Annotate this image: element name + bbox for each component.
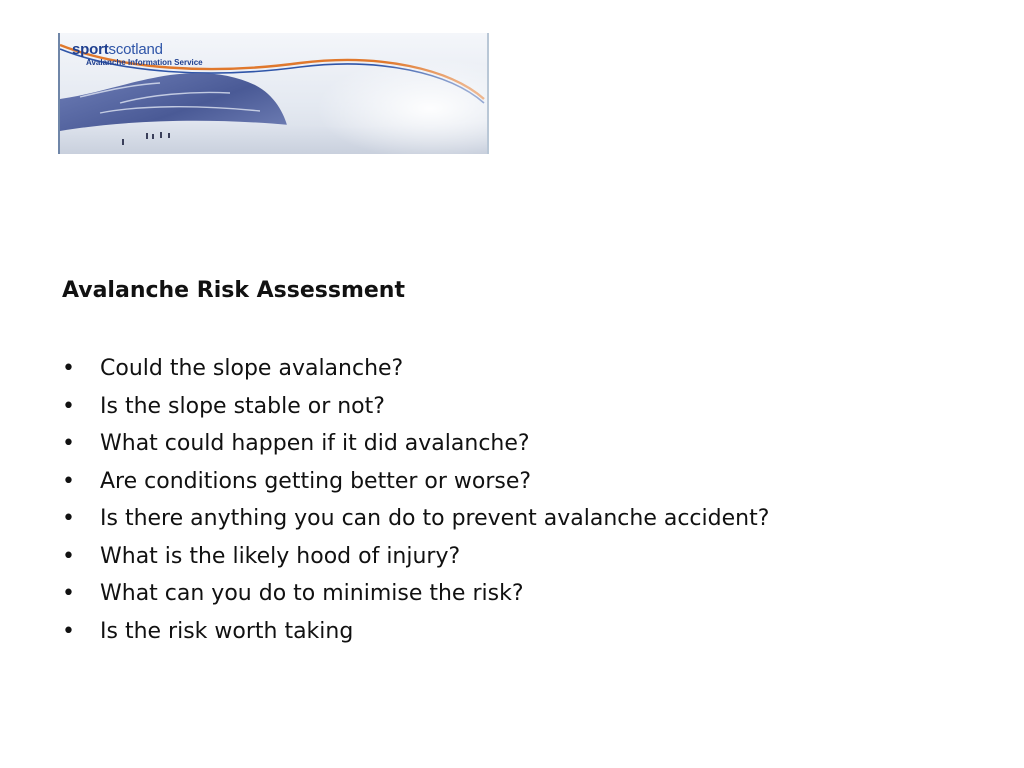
bullet-text: Is there anything you can do to prevent avalanche accident? <box>100 506 770 531</box>
bullet-icon: • <box>62 543 75 569</box>
bullet-item <box>62 575 962 613</box>
bullet-item <box>62 538 962 576</box>
logo-sport-text: sport <box>72 41 109 58</box>
bullet-item <box>62 425 962 463</box>
slide-body <box>62 276 962 650</box>
sportscotland-banner <box>58 33 489 154</box>
bullet-text: Could the slope avalanche? <box>100 356 404 381</box>
bullet-item <box>62 500 962 538</box>
bullet-icon: • <box>62 393 75 419</box>
bullet-icon: • <box>62 581 75 606</box>
bullet-item <box>62 463 962 501</box>
bullet-text: What is the likely hood of injury? <box>100 543 461 569</box>
bullet-text: Is the risk worth taking <box>100 618 354 644</box>
logo-scotland-text: scotland <box>108 41 163 58</box>
bullet-text: What could happen if it did avalanche? <box>100 431 530 456</box>
logo-wordmark <box>72 41 163 58</box>
bullet-list <box>62 350 962 650</box>
bullet-item <box>62 388 962 426</box>
bullet-text: Are conditions getting better or worse? <box>100 468 532 494</box>
bullet-icon: • <box>62 506 75 531</box>
bullet-icon: • <box>62 468 75 494</box>
bullet-text: What can you do to minimise the risk? <box>100 581 524 606</box>
bullet-icon: • <box>62 431 75 456</box>
slide-title: Avalanche Risk Assessment <box>62 278 405 303</box>
bullet-item <box>62 350 962 388</box>
bullet-item <box>62 613 962 651</box>
bullet-icon: • <box>62 356 75 381</box>
logo-subtitle: Avalanche Information Service <box>86 58 203 67</box>
bullet-text: Is the slope stable or not? <box>100 393 385 419</box>
sportscotland-logo <box>72 41 203 67</box>
bullet-icon: • <box>62 618 75 644</box>
